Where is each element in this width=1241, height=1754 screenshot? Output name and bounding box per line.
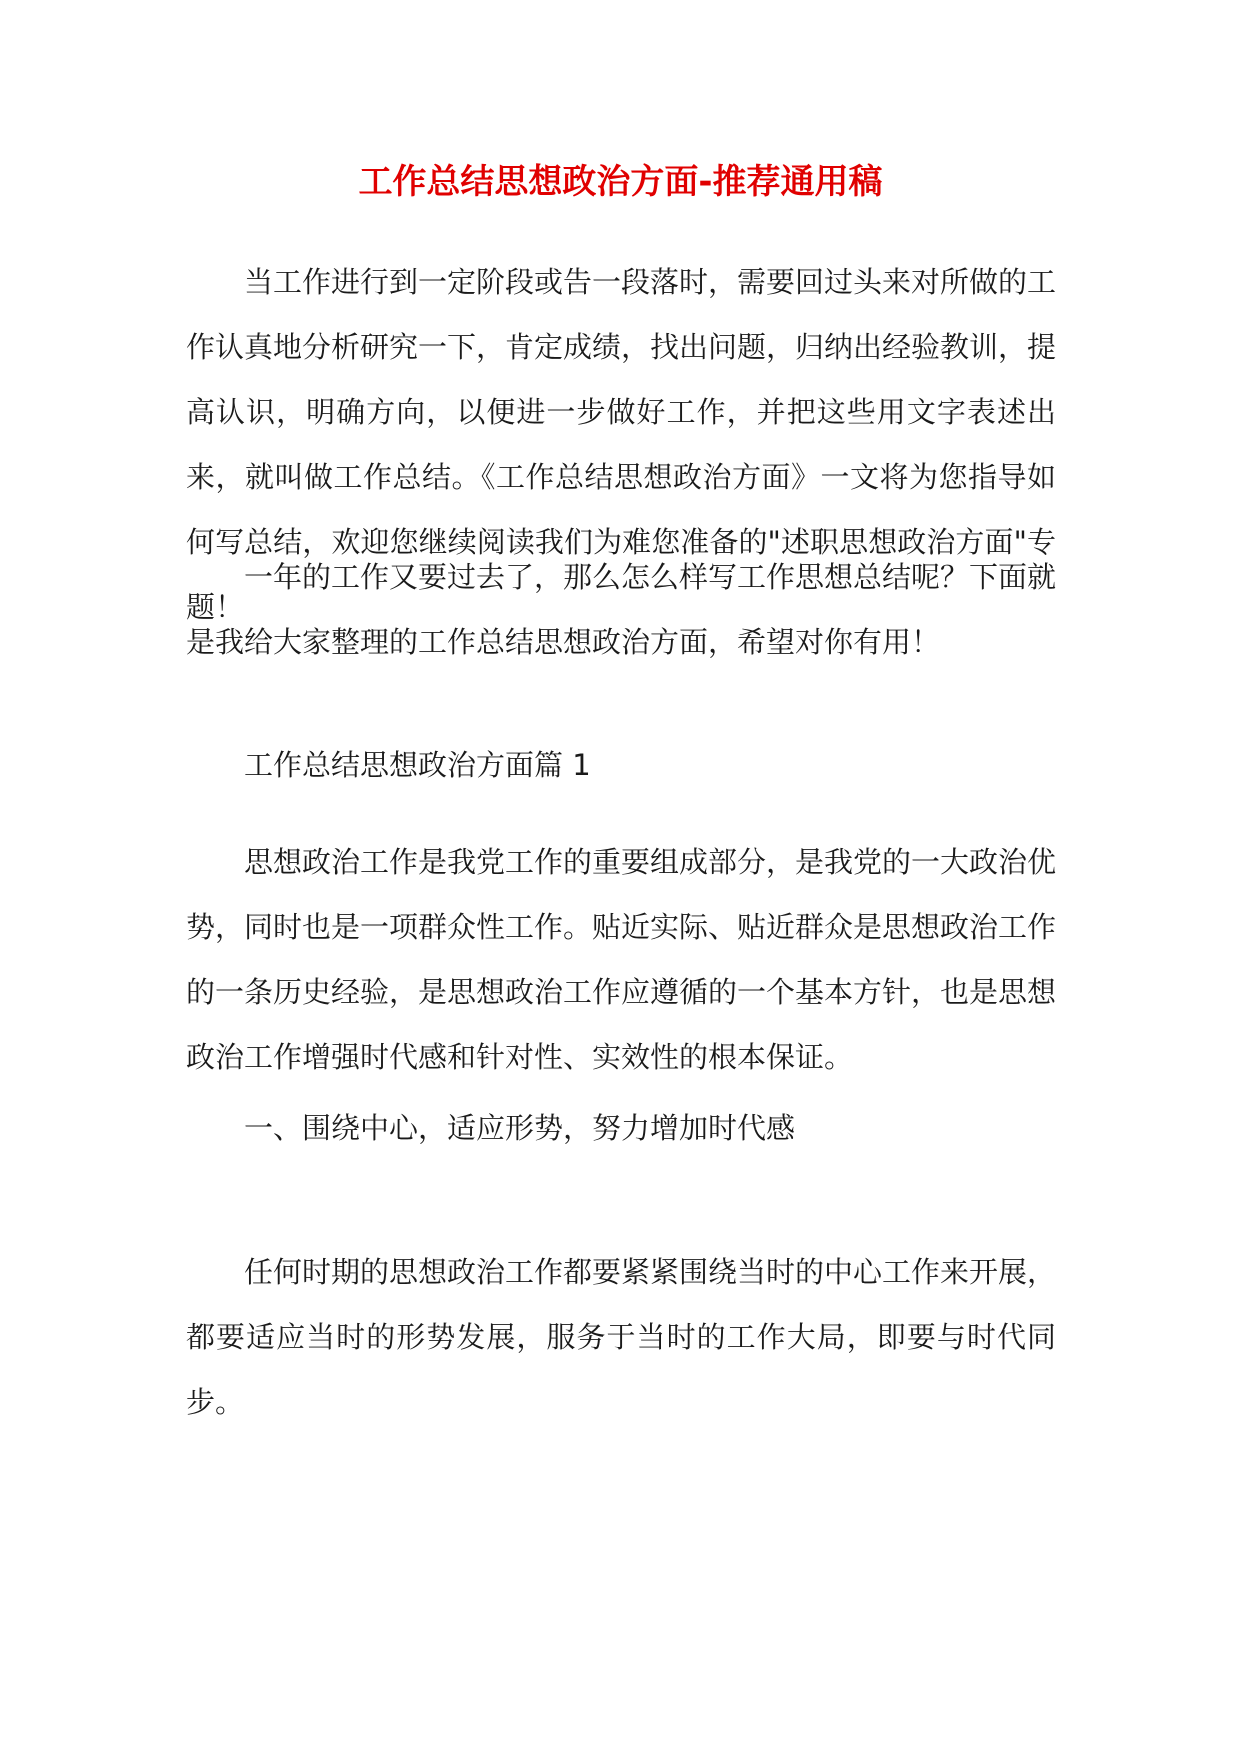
subheading-1: 一、围绕中心，适应形势，努力增加时代感 [244,1111,796,1145]
section-heading: 工作总结思想政治方面篇 1 [244,748,591,782]
body-paragraph-4: 任何时期的思想政治工作都要紧紧围绕当时的中心工作来开展，都要适应当时的形势发展，服务于当时的工作大局，即要与时代同步。 [186,1255,1057,1419]
intro-paragraph-1: 当工作进行到一定阶段或告一段落时，需要回过头来对所做的工作认真地分析研究一下，肯定成绩，找出问题，归纳出经验教训，提高认识，明确方向，以便进一步做好工作，并把这些用文字表述出来，就叫做工作总结。《工作总结思想政治方面》一文将为您指导如何写总结，欢迎您继续阅读我们为难您准备的"述职思想政治方面"专题！ [186,265,1057,624]
body-paragraph-3: 思想政治工作是我党工作的重要组成部分，是我党的一大政治优势，同时也是一项群众性工作。贴近实际、贴近群众是思想政治工作的一条历史经验，是思想政治工作应遵循的一个基本方针，也是思想政治工作增强时代感和针对性、实效性的根本保证。 [186,845,1057,1074]
intro-paragraph-2: 一年的工作又要过去了，那么怎么样写工作思想总结呢？下面就是我给大家整理的工作总结思想政治方面，希望对你有用！ [186,560,1057,659]
document-title: 工作总结思想政治方面-推荐通用稿 [358,162,883,202]
